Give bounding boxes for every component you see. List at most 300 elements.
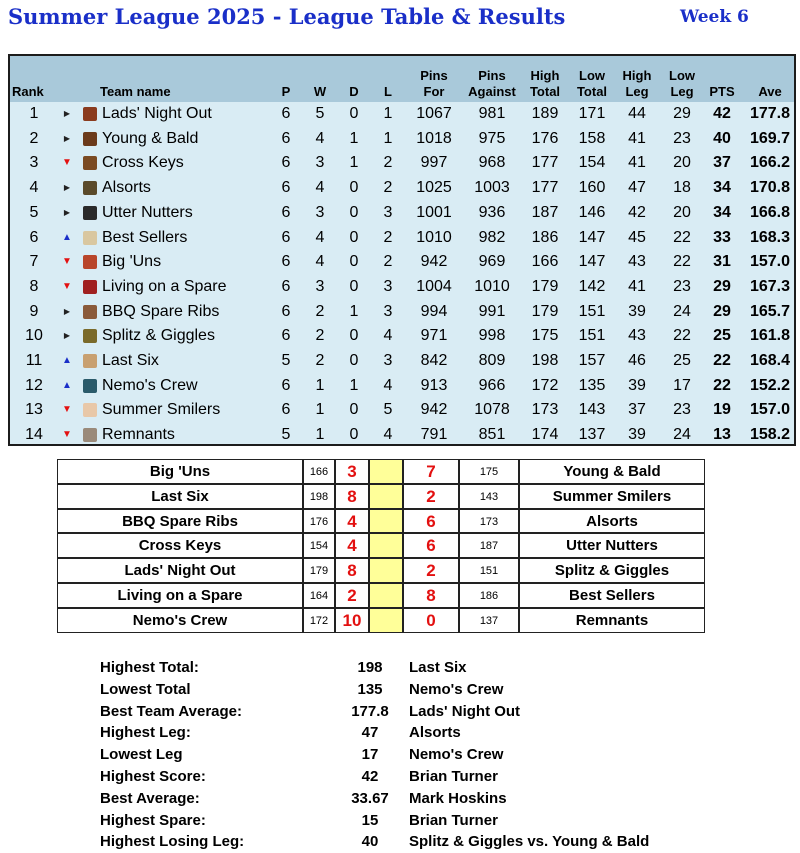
pa-cell: 981 [478, 105, 506, 122]
col-low-total-2: Total [576, 84, 608, 99]
pts-cell: 40 [713, 129, 731, 147]
rank-cell: 8 [29, 277, 39, 295]
stat-row [100, 744, 700, 766]
away-score: 2 [403, 484, 459, 509]
team-name: Living on a Spare [102, 277, 227, 295]
rank-cell: 14 [25, 426, 43, 444]
d-cell: 1 [349, 376, 359, 394]
col-pins-for-2: For [423, 84, 445, 99]
p-cell: 6 [281, 154, 291, 172]
week-label: Week 6 [680, 7, 749, 27]
stat-row [100, 722, 700, 744]
p-cell: 6 [281, 302, 291, 320]
col-pins-against-1: Pins [478, 68, 506, 83]
ave-cell: 165.7 [749, 302, 791, 320]
d-cell: 1 [349, 129, 359, 147]
pf-cell: 942 [420, 401, 448, 419]
pa-cell: 968 [478, 154, 506, 172]
league-row [10, 201, 794, 226]
pa-cell: 966 [478, 376, 506, 394]
lt-cell: 147 [578, 228, 606, 246]
team-logo-icon [83, 206, 97, 220]
home-team: Cross Keys [57, 533, 303, 558]
w-cell: 2 [315, 352, 325, 369]
col-pins-for-1: Pins [420, 68, 448, 83]
home-score: 8 [335, 484, 369, 509]
moved-up-icon: ▲ [62, 355, 72, 366]
w-cell: 1 [315, 376, 325, 394]
ll-cell: 23 [673, 129, 691, 147]
pts-cell: 22 [713, 376, 731, 394]
l-cell: 4 [383, 376, 393, 394]
pf-cell: 1001 [416, 203, 452, 221]
p-cell: 6 [281, 401, 291, 419]
p-cell: 6 [281, 253, 291, 271]
team-name: Cross Keys [102, 154, 184, 172]
col-rank: Rank [12, 84, 44, 99]
ave-cell: 167.3 [749, 277, 791, 295]
away-score: 7 [403, 459, 459, 484]
col-high-total-2: Total [529, 84, 561, 99]
stat-label: Best Team Average: [100, 702, 243, 720]
hl-cell: 39 [628, 426, 646, 444]
ll-cell: 18 [673, 179, 691, 197]
moved-down-icon: ▼ [62, 157, 72, 169]
lt-cell: 143 [578, 401, 606, 419]
pf-cell: 1067 [416, 105, 452, 122]
league-row [10, 398, 794, 423]
pf-cell: 971 [420, 327, 448, 345]
hl-cell: 37 [628, 401, 646, 419]
stat-row [100, 788, 700, 810]
stat-holder: Nemo's Crew [409, 746, 504, 764]
result-row [57, 484, 705, 509]
ll-cell: 23 [673, 277, 691, 295]
home-score: 4 [335, 533, 369, 558]
pa-cell: 982 [478, 228, 506, 246]
d-cell: 0 [349, 105, 359, 122]
l-cell: 1 [383, 105, 393, 122]
w-cell: 5 [315, 105, 325, 122]
d-cell: 0 [349, 327, 359, 345]
hl-cell: 45 [628, 228, 646, 246]
col-high-leg-1: High [622, 68, 652, 83]
w-cell: 4 [315, 129, 325, 147]
pts-cell: 19 [713, 401, 731, 419]
home-score: 3 [335, 459, 369, 484]
away-pins: 186 [459, 583, 519, 608]
p-cell: 6 [281, 228, 291, 246]
l-cell: 4 [383, 327, 393, 345]
stat-label: Highest Leg: [100, 724, 191, 742]
ave-cell: 166.2 [749, 154, 791, 172]
page-title: Summer League 2025 - League Table & Results [8, 4, 566, 29]
w-cell: 4 [315, 253, 325, 271]
team-logo-icon [83, 428, 97, 442]
result-row [57, 509, 705, 534]
ll-cell: 23 [673, 401, 691, 419]
col-w: W [313, 84, 327, 99]
d-cell: 0 [349, 203, 359, 221]
p-cell: 6 [281, 203, 291, 221]
away-team: Best Sellers [519, 583, 705, 608]
away-pins: 173 [459, 509, 519, 534]
team-name: Best Sellers [102, 228, 188, 246]
same-position-icon: ▶ [63, 306, 71, 316]
pa-cell: 975 [478, 129, 506, 147]
ht-cell: 198 [531, 352, 559, 369]
pts-cell: 22 [713, 352, 731, 369]
pts-cell: 33 [713, 228, 731, 246]
ht-cell: 179 [531, 277, 559, 295]
stat-row [100, 810, 700, 832]
away-score: 6 [403, 509, 459, 534]
col-l: L [384, 84, 392, 99]
stat-holder: Brian Turner [409, 811, 498, 829]
pts-cell: 34 [713, 203, 731, 221]
home-pins: 176 [303, 509, 335, 534]
team-name: Last Six [102, 352, 159, 369]
stat-holder: Splitz & Giggles vs. Young & Bald [409, 833, 650, 851]
same-position-icon: ▶ [63, 207, 71, 217]
ave-cell: 169.7 [749, 129, 791, 147]
col-ave: Ave [758, 84, 782, 99]
col-low-total-1: Low [579, 68, 605, 83]
stat-label: Best Average: [100, 789, 200, 807]
l-cell: 3 [383, 302, 393, 320]
ave-cell: 157.0 [749, 401, 791, 419]
team-name: Nemo's Crew [102, 376, 198, 394]
separator-cell [369, 484, 403, 509]
home-pins: 179 [303, 558, 335, 583]
l-cell: 1 [383, 129, 393, 147]
lt-cell: 160 [578, 179, 606, 197]
d-cell: 0 [349, 228, 359, 246]
league-row [10, 349, 794, 374]
pts-cell: 13 [713, 426, 731, 444]
team-logo-icon [83, 280, 97, 294]
rank-cell: 12 [25, 376, 43, 394]
rank-cell: 11 [25, 352, 43, 369]
home-team: Lads' Night Out [57, 558, 303, 583]
col-high-leg-2: Leg [625, 84, 649, 99]
ht-cell: 175 [531, 327, 559, 345]
results-table [57, 459, 705, 633]
col-low-leg-2: Leg [670, 84, 694, 99]
w-cell: 4 [315, 228, 325, 246]
team-logo-icon [83, 132, 97, 146]
l-cell: 3 [383, 352, 393, 369]
home-team: Living on a Spare [57, 583, 303, 608]
stat-label: Highest Total: [100, 659, 199, 676]
stat-value: 40 [361, 833, 379, 851]
home-score: 4 [335, 509, 369, 534]
stat-value: 177.8 [351, 702, 389, 720]
away-pins: 137 [459, 608, 519, 633]
hl-cell: 46 [628, 352, 646, 369]
p-cell: 6 [281, 179, 291, 197]
team-name: Summer Smilers [102, 401, 221, 419]
team-logo-icon [83, 305, 97, 319]
separator-cell [369, 459, 403, 484]
lt-cell: 135 [578, 376, 606, 394]
d-cell: 0 [349, 277, 359, 295]
ht-cell: 176 [531, 129, 559, 147]
p-cell: 6 [281, 105, 291, 122]
pf-cell: 1025 [416, 179, 452, 197]
away-pins: 175 [459, 459, 519, 484]
stat-row [100, 657, 700, 679]
ave-cell: 170.8 [749, 179, 791, 197]
rank-cell: 13 [25, 401, 43, 419]
p-cell: 6 [281, 129, 291, 147]
ave-cell: 157.0 [749, 253, 791, 271]
team-name: Alsorts [102, 179, 151, 197]
ht-cell: 174 [531, 426, 559, 444]
ave-cell: 161.8 [749, 327, 791, 345]
team-name: Young & Bald [102, 129, 199, 147]
stat-label: Lowest Leg [100, 746, 183, 764]
separator-cell [369, 509, 403, 534]
pts-cell: 25 [713, 327, 731, 345]
league-table-header [10, 56, 794, 102]
home-team: Last Six [57, 484, 303, 509]
stat-holder: Last Six [409, 659, 467, 676]
ll-cell: 20 [673, 154, 691, 172]
separator-cell [369, 558, 403, 583]
rank-cell: 7 [29, 253, 39, 271]
pts-cell: 34 [713, 179, 731, 197]
pts-cell: 29 [713, 302, 731, 320]
l-cell: 3 [383, 277, 393, 295]
ht-cell: 187 [531, 203, 559, 221]
hl-cell: 44 [628, 105, 646, 122]
lt-cell: 151 [578, 302, 606, 320]
away-team: Utter Nutters [519, 533, 705, 558]
ht-cell: 166 [531, 253, 559, 271]
home-pins: 198 [303, 484, 335, 509]
d-cell: 0 [349, 426, 359, 444]
stat-label: Highest Score: [100, 768, 206, 785]
l-cell: 2 [383, 253, 393, 271]
ave-cell: 166.8 [749, 203, 791, 221]
league-row [10, 250, 794, 275]
separator-cell [369, 533, 403, 558]
col-pts: PTS [709, 84, 735, 99]
hl-cell: 41 [628, 277, 646, 295]
result-row [57, 608, 705, 633]
col-d: D [349, 84, 359, 99]
p-cell: 6 [281, 277, 291, 295]
ht-cell: 172 [531, 376, 559, 394]
team-logo-icon [83, 403, 97, 417]
pf-cell: 842 [420, 352, 448, 369]
league-row [10, 176, 794, 201]
rank-cell: 10 [25, 327, 43, 345]
league-row [10, 423, 794, 448]
pa-cell: 969 [478, 253, 506, 271]
ll-cell: 17 [673, 376, 691, 394]
home-team: Big 'Uns [57, 459, 303, 484]
stat-label: Highest Losing Leg: [100, 833, 245, 851]
ave-cell: 168.4 [749, 352, 791, 369]
lt-cell: 151 [578, 327, 606, 345]
stat-value: 42 [361, 768, 379, 785]
ll-cell: 24 [673, 426, 691, 444]
team-name: Remnants [102, 426, 175, 444]
w-cell: 2 [315, 327, 325, 345]
lt-cell: 157 [578, 352, 606, 369]
team-logo-icon [83, 231, 97, 245]
l-cell: 3 [383, 203, 393, 221]
l-cell: 2 [383, 154, 393, 172]
home-score: 2 [335, 583, 369, 608]
pa-cell: 809 [478, 352, 506, 369]
pf-cell: 1004 [416, 277, 452, 295]
team-name: Big 'Uns [102, 253, 162, 271]
rank-cell: 1 [29, 105, 39, 122]
pf-cell: 997 [420, 154, 448, 172]
hl-cell: 43 [628, 327, 646, 345]
home-pins: 166 [303, 459, 335, 484]
same-position-icon: ▶ [63, 183, 71, 193]
ll-cell: 22 [673, 228, 691, 246]
pa-cell: 1003 [474, 179, 510, 197]
stat-row [100, 766, 700, 788]
team-logo-icon [83, 255, 97, 269]
rank-cell: 9 [29, 302, 39, 320]
lt-cell: 147 [578, 253, 606, 271]
hl-cell: 47 [628, 179, 646, 197]
pf-cell: 1010 [416, 228, 452, 246]
stat-holder: Mark Hoskins [409, 789, 507, 807]
hl-cell: 43 [628, 253, 646, 271]
ht-cell: 189 [531, 105, 559, 122]
ht-cell: 173 [531, 401, 559, 419]
pf-cell: 994 [420, 302, 448, 320]
d-cell: 0 [349, 253, 359, 271]
l-cell: 2 [383, 179, 393, 197]
rank-cell: 4 [29, 179, 39, 197]
d-cell: 0 [349, 401, 359, 419]
ht-cell: 186 [531, 228, 559, 246]
col-low-leg-1: Low [669, 68, 695, 83]
rank-cell: 6 [29, 228, 39, 246]
team-name: Splitz & Giggles [102, 327, 215, 345]
lt-cell: 171 [578, 105, 606, 122]
pa-cell: 1078 [474, 401, 510, 419]
away-score: 0 [403, 608, 459, 633]
pf-cell: 942 [420, 253, 448, 271]
league-row [10, 374, 794, 399]
l-cell: 2 [383, 228, 393, 246]
d-cell: 0 [349, 352, 359, 369]
away-team: Young & Bald [519, 459, 705, 484]
rank-cell: 5 [29, 203, 39, 221]
league-row [10, 275, 794, 300]
league-row [10, 324, 794, 349]
hl-cell: 42 [628, 203, 646, 221]
w-cell: 1 [315, 426, 325, 444]
p-cell: 5 [281, 352, 291, 369]
stat-row [100, 831, 700, 853]
pf-cell: 1018 [416, 129, 452, 147]
stat-value: 15 [361, 811, 379, 829]
league-table [8, 54, 796, 446]
result-row [57, 558, 705, 583]
pts-cell: 37 [713, 154, 731, 172]
away-pins: 187 [459, 533, 519, 558]
lt-cell: 146 [578, 203, 606, 221]
w-cell: 1 [315, 401, 325, 419]
col-team: Team name [100, 84, 171, 99]
team-logo-icon [83, 156, 97, 170]
pa-cell: 936 [478, 203, 506, 221]
ave-cell: 168.3 [749, 228, 791, 246]
moved-down-icon: ▼ [62, 404, 72, 416]
moved-down-icon: ▼ [62, 429, 72, 441]
ll-cell: 29 [673, 105, 691, 122]
pa-cell: 991 [478, 302, 506, 320]
home-pins: 154 [303, 533, 335, 558]
ave-cell: 177.8 [749, 105, 791, 122]
col-pins-against-2: Against [468, 84, 516, 99]
team-logo-icon [83, 354, 97, 368]
stat-holder: Nemo's Crew [409, 680, 504, 698]
w-cell: 2 [315, 302, 325, 320]
pts-cell: 31 [713, 253, 731, 271]
l-cell: 4 [383, 426, 393, 444]
stat-row [100, 679, 700, 701]
rank-cell: 2 [29, 129, 39, 147]
stat-holder: Lads' Night Out [409, 702, 521, 720]
away-team: Alsorts [519, 509, 705, 534]
home-team: BBQ Spare Ribs [57, 509, 303, 534]
ll-cell: 22 [673, 253, 691, 271]
league-row [10, 300, 794, 325]
separator-cell [369, 608, 403, 633]
away-score: 6 [403, 533, 459, 558]
away-team: Summer Smilers [519, 484, 705, 509]
d-cell: 0 [349, 179, 359, 197]
ll-cell: 22 [673, 327, 691, 345]
stat-value: 17 [361, 746, 379, 764]
lt-cell: 154 [578, 154, 606, 172]
w-cell: 4 [315, 179, 325, 197]
stat-value: 135 [357, 680, 383, 698]
stat-row [100, 701, 700, 723]
team-logo-icon [83, 379, 97, 393]
pts-cell: 42 [713, 105, 731, 122]
lt-cell: 137 [578, 426, 606, 444]
w-cell: 3 [315, 203, 325, 221]
pa-cell: 851 [478, 426, 506, 444]
l-cell: 5 [383, 401, 393, 419]
stat-value: 33.67 [351, 789, 389, 807]
hl-cell: 39 [628, 376, 646, 394]
ll-cell: 20 [673, 203, 691, 221]
stat-holder: Brian Turner [409, 768, 498, 785]
league-row [10, 226, 794, 251]
home-score: 8 [335, 558, 369, 583]
same-position-icon: ▶ [63, 109, 71, 118]
stat-label: Highest Spare: [100, 811, 206, 829]
home-pins: 164 [303, 583, 335, 608]
home-pins: 172 [303, 608, 335, 633]
pts-cell: 29 [713, 277, 731, 295]
away-team: Remnants [519, 608, 705, 633]
lt-cell: 158 [578, 129, 606, 147]
